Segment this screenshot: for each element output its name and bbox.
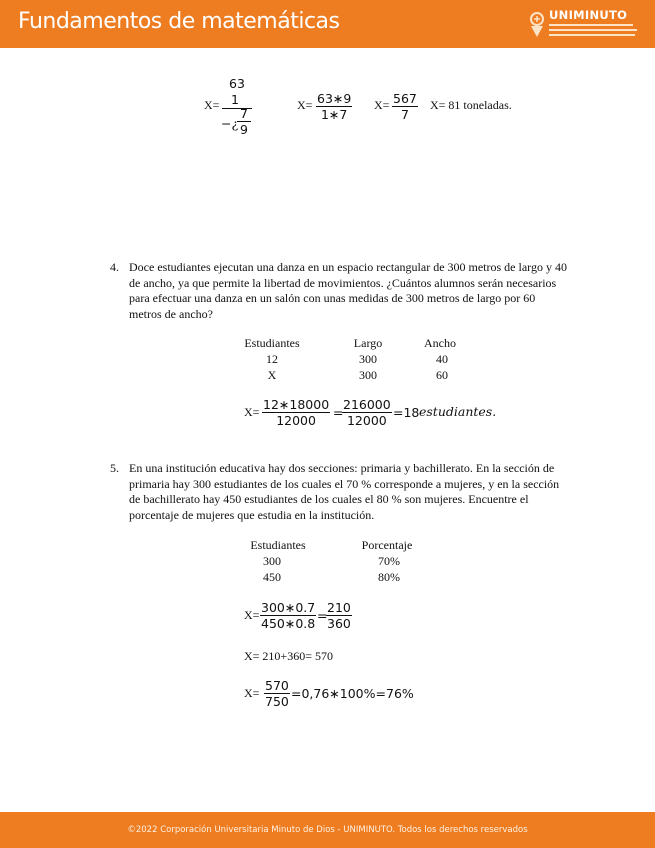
table-cell: 80%	[378, 570, 400, 584]
page-header	[0, 0, 655, 48]
table-cell: 300	[359, 352, 377, 366]
p4-f1-num: 12∗18000	[263, 397, 330, 412]
eq-top-x-label: X=	[204, 98, 220, 112]
table-cell: 450	[263, 570, 281, 584]
p4-f2-num: 216000	[343, 397, 391, 412]
table-cell: 300	[359, 368, 377, 382]
table-cell: 300	[263, 554, 281, 568]
p4-equals-2: =18	[393, 405, 420, 420]
table-header: Largo	[353, 336, 383, 350]
p5-f2-num: 210	[327, 600, 351, 615]
table-header: Ancho	[424, 336, 456, 350]
problem-5-sum-line: X= 210+360= 570	[244, 649, 333, 663]
p5-f1-num: 300∗0.7	[261, 600, 316, 615]
eq-top-complex-fraction	[222, 76, 252, 91]
problem-5-number: 5.	[110, 461, 119, 475]
eq-top-inner-num: 1	[231, 92, 239, 107]
eq-top-inner-prefix: −¿	[221, 116, 239, 131]
eq-top-result: X= 81 toneladas.	[430, 98, 512, 112]
eq-top-x3-label: X=	[374, 98, 390, 112]
p5-f3-den: 750	[265, 694, 289, 709]
footer-copyright: ©2022 Corporación Universitaria Minuto de Dios - UNIMINUTO. Todos los derechos reservados	[127, 825, 528, 835]
p5-f2-den: 360	[327, 616, 351, 631]
problem-4-number: 4.	[110, 260, 119, 274]
p4-f1-den: 12000	[276, 413, 316, 428]
page-footer	[0, 812, 655, 848]
problem-5-fraction-3	[264, 678, 290, 709]
table-cell: 40	[436, 352, 448, 366]
p5-f3-num: 570	[265, 678, 289, 693]
eq-top-f2-den: 1∗7	[320, 107, 348, 122]
p5-f1-den: 450∗0.8	[261, 616, 316, 631]
p4-f2-den: 12000	[346, 413, 387, 428]
problem-5-x2-label: X=	[244, 686, 260, 700]
p4-tail: estudiantes.	[419, 404, 497, 419]
logo-name: UNIMINUTO	[549, 8, 628, 22]
problem-4-fraction-1	[262, 397, 330, 428]
problem-4-x-label: X=	[244, 405, 260, 419]
problem-4-fraction-2	[342, 397, 392, 428]
problem-5-text: En una institución educativa hay dos secciones: primaria y bachillerato. En la sección de primaria hay 300 estudiantes de los cuales el 70 % corresponde a mujeres, y en la sección de bachillerato hay 450 estudiantes de los cuales el 80 % son mujeres. Encuentre el porcentaje de mujeres que estudia en la institución.	[129, 461, 560, 522]
table-header: Estudiantes	[244, 336, 300, 350]
problem-4-text: Doce estudiantes ejecutan una danza en un espacio rectangular de 300 metros de largo y 40 de ancho, ya que permite la libertad de movimientos. ¿Cuántos alumnos serán necesarios para efectuar una danza en un salón con unas medidas de 300 metros de largo por 60 metros de ancho?	[129, 260, 567, 321]
table-header: Estudiantes	[250, 538, 306, 552]
eq-top-inner-frac-num: 7	[237, 106, 251, 122]
eq-top-inner-frac-den: 9	[240, 122, 248, 137]
eq-top-f3-den: 7	[400, 107, 409, 122]
eq-top-fraction-3	[392, 91, 418, 122]
p5-equals-1: =	[317, 608, 328, 623]
eq-top-f2-num: 63∗9	[317, 91, 352, 106]
logo-tagline-line	[549, 24, 633, 26]
table-header: Porcentaje	[361, 538, 413, 552]
eq-top-big-num: 63	[229, 76, 245, 91]
eq-top-x2-label: X=	[297, 98, 313, 112]
eq-top-inner-fraction	[237, 106, 251, 137]
header-title: Fundamentos de matemáticas	[18, 9, 340, 34]
uniminuto-logo	[527, 8, 637, 42]
logo-tagline-line	[549, 29, 637, 31]
logo-emblem-icon	[527, 10, 547, 38]
p4-equals-1: =	[333, 405, 344, 420]
problem-5-fraction-2	[326, 600, 352, 631]
table-cell: 60	[436, 368, 448, 382]
table-cell: X	[267, 368, 277, 382]
table-cell: 12	[266, 352, 278, 366]
p5-final: =0,76∗100%=76%	[291, 686, 414, 701]
problem-5-x-label: X=	[244, 608, 260, 622]
problem-5-fraction-1	[260, 600, 316, 631]
eq-top-fraction-2	[316, 91, 352, 122]
logo-tagline-line	[549, 34, 635, 36]
eq-top-f3-num: 567	[393, 91, 417, 106]
table-cell: 70%	[378, 554, 400, 568]
